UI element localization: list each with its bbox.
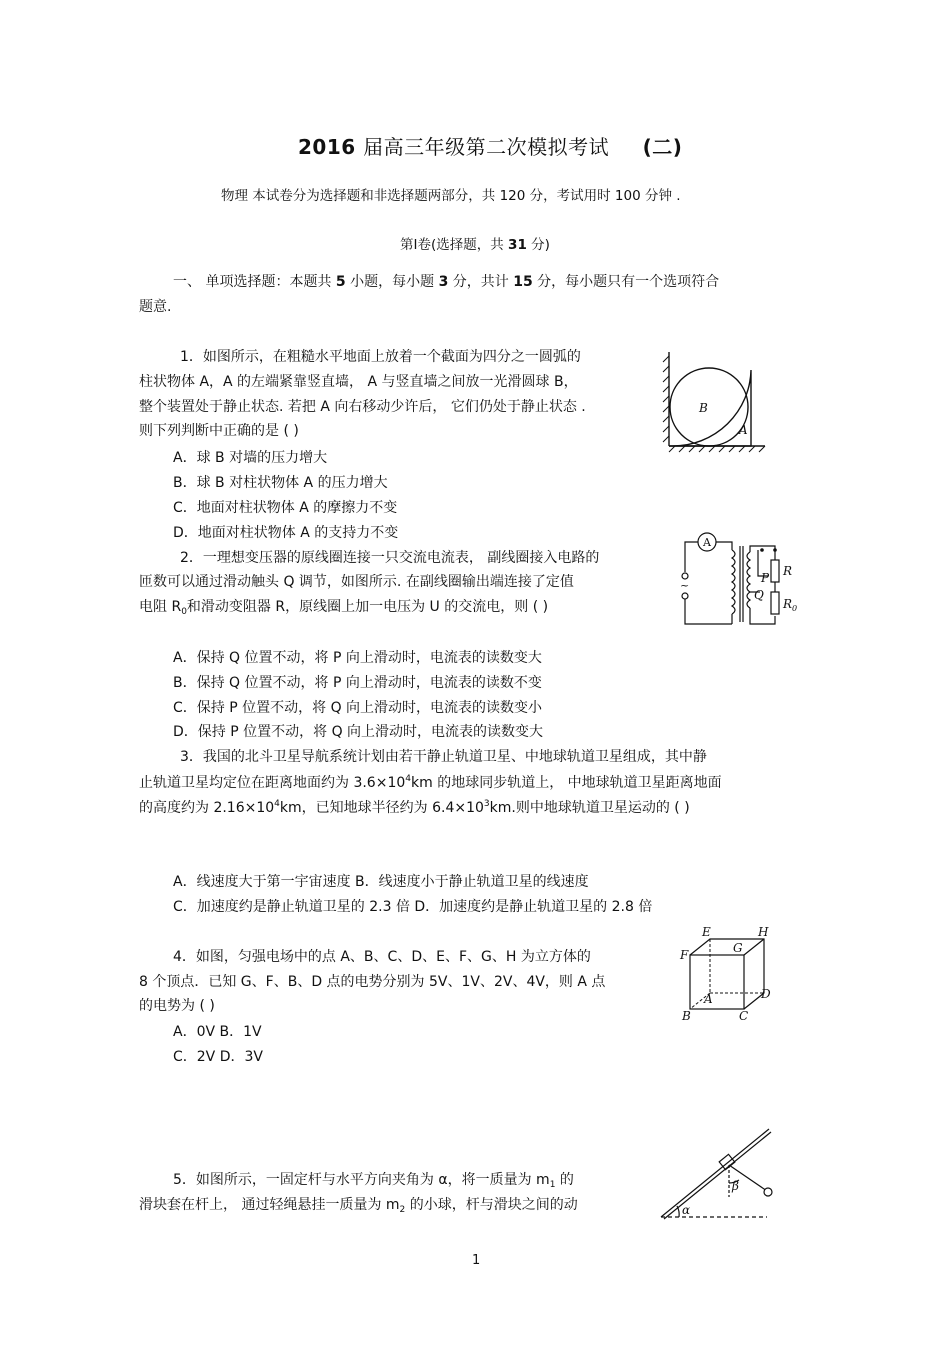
part1-text: 小题，每小题	[345, 274, 439, 290]
q3-exp: 4	[405, 774, 411, 784]
q5-line	[173, 1169, 574, 1189]
q3-text: 的高度约为 2.16×10	[139, 800, 275, 816]
q3-line: 3．我国的北斗卫星导航系统计划由若干静止轨道卫星、中地球轨道卫星组成，其中静	[180, 749, 707, 765]
page-title	[298, 131, 682, 160]
q2-fig-ammeter: A	[703, 536, 711, 549]
part1-text: 分，每小题只有一个选项符合	[532, 274, 720, 290]
section-heading-suffix: 分)	[526, 237, 550, 253]
q2-line: 2．一理想变压器的原线圈连接一只交流电流表， 副线圈接入电路的	[180, 550, 600, 566]
q1-line: 则下列判断中正确的是 ( )	[139, 423, 299, 439]
part1-total: 15	[513, 274, 533, 290]
q1-fig-label-b: B	[699, 401, 708, 415]
q5-fig-beta: β	[732, 1179, 739, 1193]
part1-text: 分，共计	[448, 274, 514, 290]
q2-line-text: 和滑动变阻器 R，原线圈上加一电压为 U 的交流电，则 ( )	[186, 599, 549, 615]
q3-line	[139, 772, 722, 792]
q5-sub: 2	[399, 1205, 406, 1215]
q4-options-row2: C．2V D．3V	[173, 1049, 263, 1065]
q4-line: 的电势为 ( )	[139, 998, 215, 1014]
q4-fig-g: G	[733, 941, 743, 955]
q2-fig-r0-sub: 0	[792, 604, 798, 613]
q3-text: km 的地球同步轨道上， 中地球轨道卫星距离地面	[411, 775, 722, 791]
q2-fig-r: R	[783, 564, 793, 578]
q5-text: 的小球，杆与滑块之间的动	[405, 1197, 578, 1213]
q5-text: 5．如图所示，一固定杆与水平方向夹角为 α，将一质量为 m	[173, 1172, 550, 1188]
q4-line: 4．如图，匀强电场中的点 A、B、C、D、E、F、G、H 为立方体的	[173, 949, 591, 965]
part1-points: 3	[438, 274, 449, 290]
q5-figure	[655, 1125, 775, 1220]
q4-cube-figure	[680, 925, 780, 1025]
q4-fig-d: D	[761, 987, 771, 1001]
title-text: 届高三年级第二次模拟考试	[363, 135, 610, 159]
q1-option-c: C．地面对柱状物体 A 的摩擦力不变	[173, 500, 398, 516]
section-heading	[400, 233, 550, 253]
q4-options-row1: A．0V B．1V	[173, 1024, 262, 1040]
q1-option-a: A．球 B 对墙的压力增大	[173, 450, 328, 466]
q4-fig-e: E	[702, 925, 711, 939]
q4-fig-b: B	[682, 1009, 691, 1023]
q1-line: 柱状物体 A，A 的左端紧靠竖直墙， A 与竖直墙之间放一光滑圆球 B，	[139, 374, 578, 390]
q5-text: 的	[555, 1172, 574, 1188]
q4-fig-h: H	[758, 925, 769, 939]
part1-instruction-cont: 题意.	[139, 299, 172, 315]
q2-line: 匝数可以通过滑动触头 Q 调节，如图所示. 在副线圈输出端连接了定值	[139, 574, 574, 590]
q2-line	[139, 596, 548, 616]
section-score: 31	[508, 237, 527, 253]
part1-count: 5	[335, 274, 346, 290]
q3-options-row2: C．加速度约是静止轨道卫星的 2.3 倍 D．加速度约是静止轨道卫星的 2.8 倍	[173, 899, 653, 915]
q4-fig-a: A	[704, 992, 713, 1006]
q4-fig-c: C	[739, 1009, 749, 1023]
q3-exp: 3	[483, 799, 490, 809]
q1-option-d: D．地面对柱状物体 A 的支持力不变	[173, 525, 399, 541]
q2-option-b: B．保持 Q 位置不动，将 P 向上滑动时，电流表的读数不变	[173, 675, 542, 691]
title-year: 2016	[298, 135, 356, 159]
q3-line	[139, 797, 690, 817]
q2-fig-p: P	[761, 571, 770, 585]
part1-text: 一、 单项选择题：本题共	[173, 274, 336, 290]
q3-options-row1: A．线速度大于第一宇宙速度 B．线速度小于静止轨道卫星的线速度	[173, 874, 589, 890]
q3-text: 止轨道卫星均定位在距离地面约为 3.6×10	[139, 775, 406, 791]
q2-line-text: 电阻 R	[139, 599, 182, 615]
q2-fig-r0	[782, 597, 797, 613]
q2-option-a: A．保持 Q 位置不动，将 P 向上滑动时，电流表的读数变大	[173, 650, 542, 666]
part1-instruction	[173, 271, 719, 291]
q5-fig-alpha: α	[682, 1203, 691, 1217]
q1-line: 整个装置处于静止状态. 若把 A 向右移动少许后， 它们仍处于静止状态 .	[139, 399, 586, 415]
page-number: 1	[472, 1253, 481, 1268]
q2-fig-q: Q	[754, 588, 764, 602]
q2-figure	[680, 530, 800, 630]
q1-option-b: B．球 B 对柱状物体 A 的压力增大	[173, 475, 388, 491]
q5-text: 滑块套在杆上， 通过轻绳悬挂一质量为 m	[139, 1197, 400, 1213]
q2-option-c: C．保持 P 位置不动，将 Q 向上滑动时，电流表的读数变小	[173, 700, 543, 716]
subtitle: 物理 本试卷分为选择题和非选择题两部分，共 120 分，考试用时 100 分钟 .	[221, 188, 681, 204]
q2-fig-r0-main: R	[783, 597, 793, 611]
q4-line: 8 个顶点．已知 G、F、B、D 点的电势分别为 5V、1V、2V、4V，则 A 点	[139, 974, 606, 990]
q5-line	[139, 1194, 578, 1214]
title-suffix: (二)	[642, 135, 683, 159]
q4-fig-f: F	[680, 948, 689, 962]
q2-option-d: D．保持 P 位置不动，将 Q 向上滑动时，电流表的读数变大	[173, 724, 544, 740]
q3-text: km.则中地球轨道卫星运动的 ( )	[489, 800, 690, 816]
q2-fig-ac: ~	[680, 579, 690, 592]
q1-figure	[655, 350, 775, 455]
q5-sub: 1	[549, 1180, 556, 1190]
q1-fig-label-a: A	[739, 423, 748, 437]
q2-line-sub: 0	[181, 607, 187, 617]
q3-exp: 4	[274, 799, 280, 809]
q1-line: 1．如图所示，在粗糙水平地面上放着一个截面为四分之一圆弧的	[180, 349, 581, 365]
q3-text: km，已知地球半径约为 6.4×10	[279, 800, 484, 816]
section-heading-prefix: 第Ⅰ卷(选择题，共	[400, 237, 509, 253]
